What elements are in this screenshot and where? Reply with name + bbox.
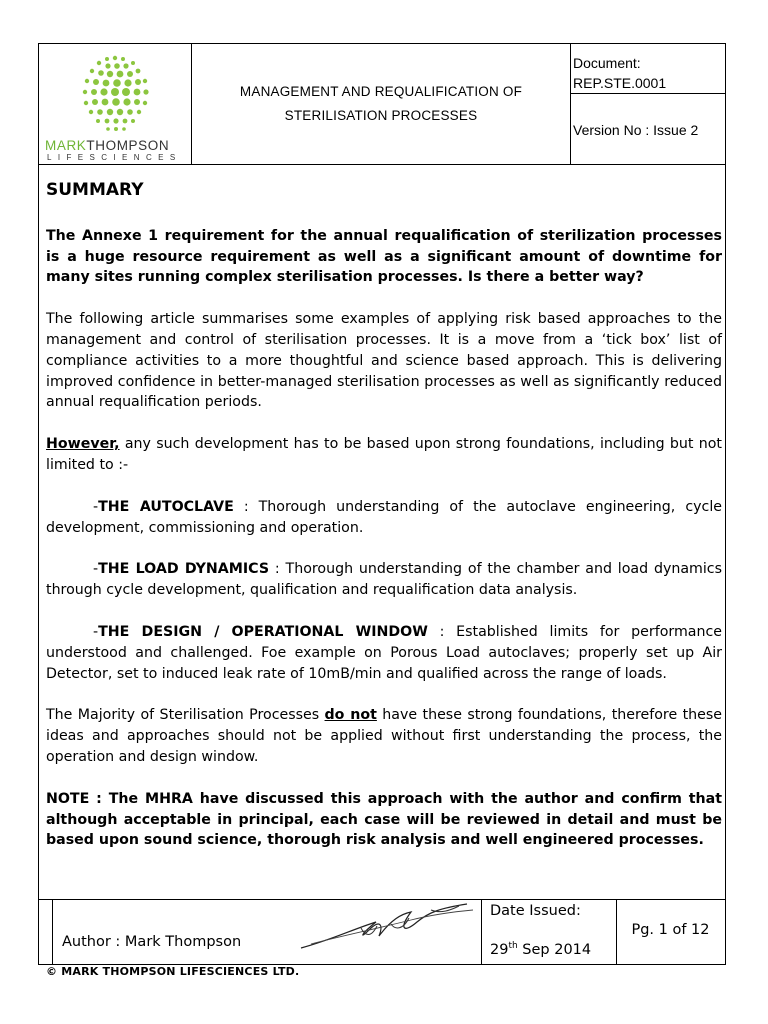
item-dash: -: [93, 561, 99, 578]
title-line-1: MANAGEMENT AND REQUALIFICATION OF: [239, 84, 523, 99]
paragraph-1: The following article summarises some examples of applying risk based approaches to the management and control of sterilisation processes. It is a move from a ‘tick box’ list of compliance activities to a more thoughtful and science based approach. This is delivering improved confidence in better-managed sterilisation processes as well as significantly reduced annual requalification periods.: [46, 311, 722, 411]
title-line-2: STERILISATION PROCESSES: [284, 108, 478, 123]
item-load-dynamics-title: THE LOAD DYNAMICS: [98, 561, 270, 578]
note-paragraph: [46, 789, 722, 851]
document-title: [192, 44, 571, 164]
brand-thompson: THOMPSON: [86, 138, 170, 153]
date-cell: [481, 900, 617, 965]
item-design-window: [46, 622, 722, 684]
item-load-dynamics: [46, 559, 722, 601]
paragraph-3: [46, 705, 722, 767]
brand-subtitle: LIFESCIENCES: [47, 153, 182, 162]
item-autoclave-title: THE AUTOCLAVE: [98, 498, 234, 515]
document-number-cell: [571, 44, 725, 94]
document-footer: [38, 899, 726, 965]
page-number-cell: [617, 900, 724, 965]
item-autoclave: [46, 497, 722, 539]
version-text: Version No : Issue 2: [573, 121, 699, 138]
paragraph-2: [46, 434, 722, 476]
date-value: [490, 941, 591, 958]
item-load-dynamics-text: : Thorough understanding of the chamber and load dynamics through cycle development, qualification and requalification data analysis.: [46, 561, 723, 599]
signature-icon: [291, 900, 481, 960]
page-number: Pg. 1 of 12: [631, 921, 710, 938]
author-text: Author : Mark Thompson: [62, 934, 242, 950]
brand-wordmark: [45, 138, 169, 153]
document-body: [46, 180, 722, 851]
intro-text: The Annexe 1 requirement for the annual requalification of sterilization processes is a huge resource requirement as well as a significant amount of downtime for many sites running complex sterilisation processes. Is there a better way?: [46, 227, 722, 286]
globe-logo-icon: [75, 52, 155, 136]
date-rest: Sep 2014: [517, 941, 592, 958]
paragraph-3-start: The Majority of Sterilisation Processes: [46, 707, 325, 724]
item-dash: -: [93, 498, 99, 515]
intro-paragraph: [46, 226, 722, 288]
logo-cell: [39, 44, 192, 164]
do-not-text: do not: [324, 707, 377, 724]
date-label: Date Issued:: [490, 903, 581, 919]
however-text: However,: [46, 436, 120, 453]
date-suffix: th: [508, 941, 518, 951]
item-dash: -: [93, 623, 99, 640]
brand-mark: MARK: [45, 138, 87, 153]
document-header: [38, 43, 726, 165]
paragraph-3-end: have these strong foundations, therefore these ideas and approaches should not be applied without first understanding the process, the operation and design window.: [46, 707, 722, 765]
summary-heading: SUMMARY: [46, 180, 144, 200]
item-design-window-title: THE DESIGN / OPERATIONAL WINDOW: [98, 623, 428, 640]
date-day: 29: [490, 941, 509, 958]
paragraph-2-text: any such development has to be based upon strong foundations, including but not limited to :-: [46, 436, 722, 473]
author-cell: [52, 900, 482, 965]
document-label: Document:: [573, 55, 641, 71]
note-text: NOTE : The MHRA have discussed this approach with the author and confirm that although acceptable in principal, each case will be reviewed in detail and must be based upon sound science, thorough risk analysis and well engineered processes.: [46, 790, 722, 849]
version-cell: [571, 95, 725, 164]
document-number: REP.STE.0001: [573, 75, 667, 91]
copyright-notice: © MARK THOMPSON LIFESCIENCES LTD.: [46, 965, 300, 978]
item-autoclave-text: : Thorough understanding of the autoclave engineering, cycle development, commissioning and operation.: [46, 498, 722, 536]
item-design-window-text: : Established limits for performance understood and challenged. Foe example on Porous Load autoclaves; properly set up Air Detector, set to induced leak rate of 10mB/min and qualified across the range of loads.: [46, 623, 722, 682]
